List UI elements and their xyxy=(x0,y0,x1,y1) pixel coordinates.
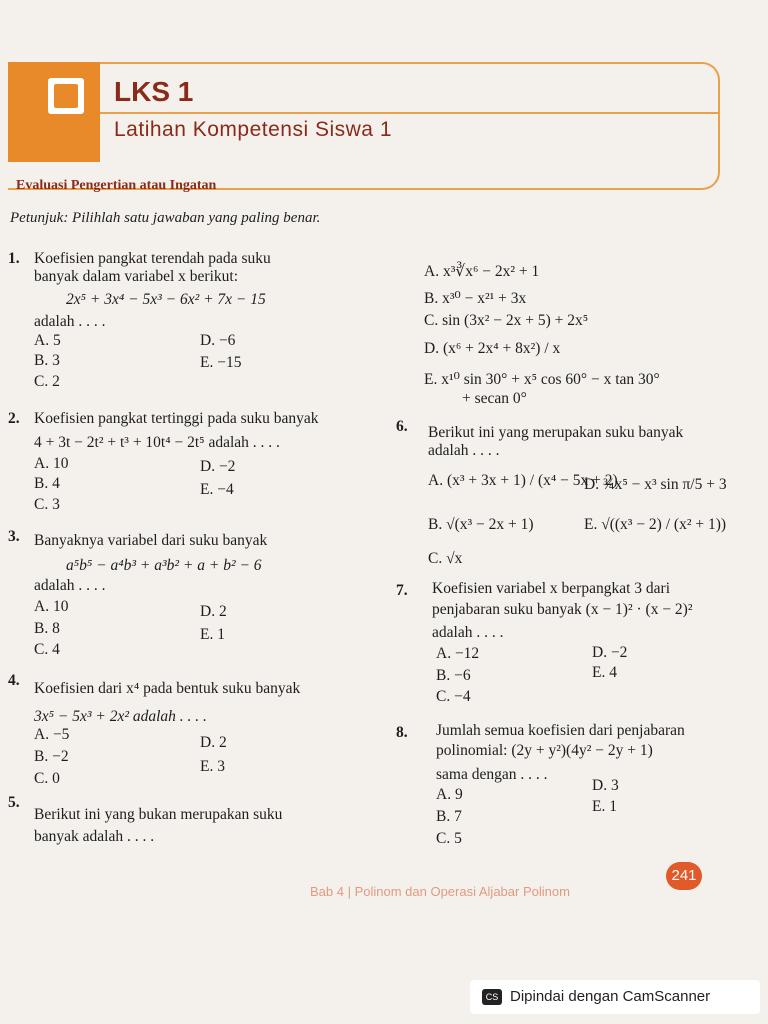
option-e: E. √((x³ − 2) / (x² + 1)) xyxy=(584,516,727,533)
question-expression: 3x⁵ − 5x³ + 2x² adalah . . . . xyxy=(34,708,207,725)
option-c: C. 0 xyxy=(34,770,60,787)
question-text: banyak dalam variabel x berikut: xyxy=(34,268,239,285)
option-d: D. 2 xyxy=(200,603,227,620)
question-number: 4. xyxy=(8,672,20,689)
option-b: B. −6 xyxy=(436,667,471,684)
question-text: banyak adalah . . . . xyxy=(34,828,155,845)
option-a: A. 5 xyxy=(34,332,61,349)
question-number: 3. xyxy=(8,528,20,545)
option-e-cont: + secan 0° xyxy=(462,390,527,407)
instruction: Petunjuk: Pilihlah satu jawaban yang paling benar. xyxy=(10,210,321,226)
question-text: Koefisien dari x⁴ pada bentuk suku banyak xyxy=(34,680,301,697)
scanner-text: Dipindai dengan CamScanner xyxy=(510,988,711,1005)
question-text: adalah . . . . xyxy=(34,577,106,594)
page-title: LKS 1 xyxy=(114,76,194,107)
question-text: Koefisien pangkat terendah pada suku xyxy=(34,250,271,267)
option-e: E. 1 xyxy=(200,626,225,643)
page-subtitle: Latihan Kompetensi Siswa 1 xyxy=(114,118,392,141)
option-a: A. −5 xyxy=(34,726,70,743)
option-e: E. −15 xyxy=(200,354,242,371)
option-a: A. x³∛x⁶ − 2x² + 1 xyxy=(424,263,540,280)
option-d: D. −2 xyxy=(592,644,628,661)
question-text: Jumlah semua koefisien dari penjabaran xyxy=(436,722,685,739)
question-text: adalah . . . . xyxy=(432,624,504,641)
option-b: B. 8 xyxy=(34,620,60,637)
question-text: polinomial: (2y + y²)(4y² − 2y + 1) xyxy=(436,742,653,759)
option-b: B. √(x³ − 2x + 1) xyxy=(428,516,534,533)
option-d: D. (x⁶ + 2x⁴ + 8x²) / x xyxy=(424,340,561,357)
option-a: A. 9 xyxy=(436,786,463,803)
option-a: A. (x³ + 3x + 1) / (x⁴ − 5x + 2) xyxy=(428,472,618,489)
option-b: B. −2 xyxy=(34,748,69,765)
question-number: 8. xyxy=(396,724,408,741)
question-text: penjabaran suku banyak (x − 1)² · (x − 2)² xyxy=(432,601,693,618)
question-text: sama dengan . . . . xyxy=(436,766,548,783)
question-text: Koefisien variabel x berpangkat 3 dari xyxy=(432,580,671,597)
option-d: D. −6 xyxy=(200,332,236,349)
question-number: 2. xyxy=(8,410,20,427)
option-a: A. 10 xyxy=(34,598,69,615)
option-e: E. 1 xyxy=(592,798,617,815)
question-text: Koefisien pangkat tertinggi pada suku banyak xyxy=(34,410,319,427)
page-number: 241 xyxy=(666,862,702,890)
option-e: E. x¹⁰ sin 30° + x⁵ cos 60° − x tan 30° xyxy=(424,371,660,388)
header-divider xyxy=(100,112,720,114)
option-e: E. 4 xyxy=(592,664,617,681)
option-d: D. 3 xyxy=(592,777,619,794)
question-number: 7. xyxy=(396,582,408,599)
option-a: A. 10 xyxy=(34,455,69,472)
question-number: 6. xyxy=(396,418,408,435)
question-number: 1. xyxy=(8,250,20,267)
option-b: B. 7 xyxy=(436,808,462,825)
option-c: C. 3 xyxy=(34,496,60,513)
option-b: B. 3 xyxy=(34,352,60,369)
option-a: A. −12 xyxy=(436,645,480,662)
option-e: E. −4 xyxy=(200,481,234,498)
option-c: C. 2 xyxy=(34,373,60,390)
option-c: C. √x xyxy=(428,550,463,567)
section-heading: Evaluasi Pengertian atau Ingatan xyxy=(16,178,217,193)
camscanner-icon: CS xyxy=(482,989,502,1005)
question-text: adalah . . . . xyxy=(428,442,500,459)
question-text: 4 + 3t − 2t² + t³ + 10t⁴ − 2t⁵ adalah . . . . xyxy=(34,434,280,451)
book-icon xyxy=(48,78,84,114)
option-c: C. 4 xyxy=(34,641,60,658)
option-c: C. 5 xyxy=(436,830,462,847)
question-text: Berikut ini yang bukan merupakan suku xyxy=(34,806,283,823)
question-expression: a⁵b⁵ − a⁴b³ + a³b² + a + b² − 6 xyxy=(66,557,262,574)
chapter-footer: Bab 4 | Polinom dan Operasi Aljabar Polinom xyxy=(310,884,570,899)
option-d: D. 2 xyxy=(200,734,227,751)
question-text: adalah . . . . xyxy=(34,313,106,330)
option-e: E. 3 xyxy=(200,758,225,775)
option-b: B. x³⁰ − x²¹ + 3x xyxy=(424,290,527,307)
question-number: 5. xyxy=(8,794,20,811)
question-expression: 2x⁵ + 3x⁴ − 5x³ − 6x² + 7x − 15 xyxy=(66,291,266,308)
question-text: Banyaknya variabel dari suku banyak xyxy=(34,532,268,549)
option-c: C. −4 xyxy=(436,688,471,705)
option-d: D. −2 xyxy=(200,458,236,475)
question-text: Berikut ini yang merupakan suku banyak xyxy=(428,424,684,441)
option-c: C. sin (3x² − 2x + 5) + 2x⁵ xyxy=(424,312,589,329)
scanner-watermark xyxy=(470,980,760,1014)
option-d: D. ¾x⁵ − x³ sin π/5 + 3 xyxy=(584,476,727,493)
option-b: B. 4 xyxy=(34,475,60,492)
